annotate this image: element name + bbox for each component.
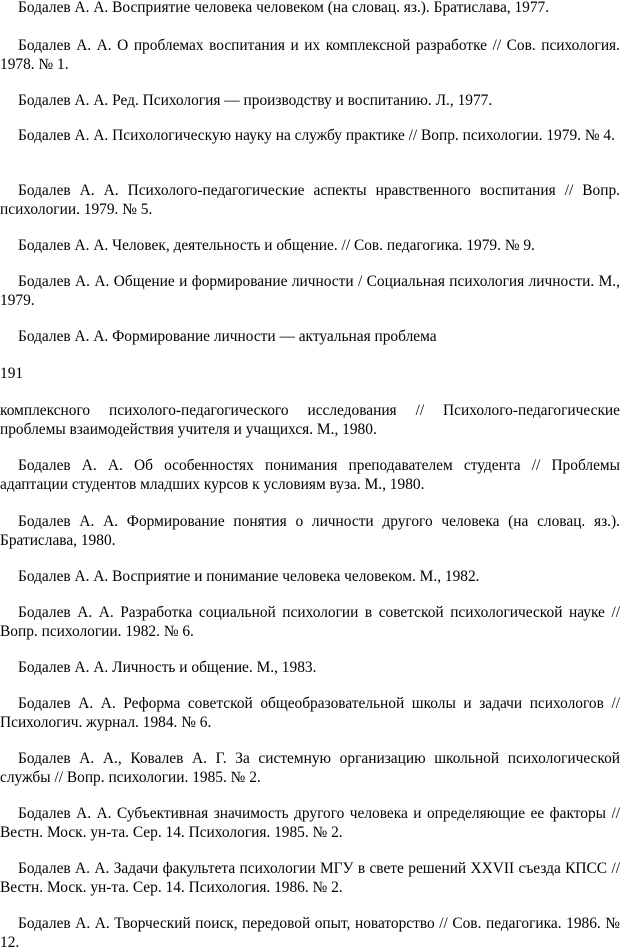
bibliography-entry: Бодалев А. А. Восприятие человека человеком (на словац. яз.). Братислава, 1977. <box>18 0 550 16</box>
bibliography-entry: Бодалев А. А. Формирование личности — актуальная проблема <box>18 328 437 345</box>
bibliography-entry: Бодалев А. А. Человек, деятельность и общение. // Сов. педагогика. 1979. № 9. <box>18 237 535 254</box>
bibliography-entry: Бодалев А. А. Задачи факультета психологии МГУ в свете решений XXVII съезда КПСС // Вестн. Моск. ун-та. Сер. 14. Психология. 1986. № 2. <box>0 860 620 896</box>
bibliography-entry: Бодалев А. А., Ковалев А. Г. За системную организацию школьной психологической службы // Вопр. психологии. 1985. № 2. <box>0 750 620 786</box>
bibliography-entry: Бодалев А. А. Об особенностях понимания преподавателем студента // Проблемы адаптации студентов младших курсов к условиям вуза. М., 1980. <box>0 457 620 493</box>
bibliography-entry: Бодалев А. А. Разработка социальной психологии в советской психологической науке // Вопр. психологии. 1982. № 6. <box>0 604 620 640</box>
bibliography-entry: Бодалев А. А. Психолого-педагогические аспекты нравственного воспитания // Вопр. психологии. 1979. № 5. <box>0 182 620 218</box>
bibliography-entry: Бодалев А. А. Ред. Психология — производству и воспитанию. Л., 1977. <box>18 92 493 109</box>
bibliography-entry-continuation: комплексного психолого-педагогического исследования // Психолого-педагогические проблемы взаимодействия учителя и учащихся. М., 1980. <box>0 402 620 438</box>
bibliography-entry: Бодалев А. А. О проблемах воспитания и их комплексной разработке // Сов. психология. 1978. № 1. <box>0 37 620 73</box>
bibliography-entry: Бодалев А. А. Личность и общение. М., 1983. <box>18 659 317 676</box>
bibliography-entry: Бодалев А. А. Психологическую науку на службу практике // Вопр. психологии. 1979. № 4. <box>18 127 615 144</box>
bibliography-entry: Бодалев А. А. Субъективная значимость другого человека и определяющие ее факторы // Вестн. Моск. ун-та. Сер. 14. Психология. 1985. № 2. <box>0 805 620 841</box>
bibliography-entry: Бодалев А. А. Формирование понятия о личности другого человека (на словац. яз.). Братислава, 1980. <box>0 513 620 549</box>
page-number: 191 <box>0 365 24 382</box>
bibliography-entry: Бодалев А. А. Реформа советской общеобразовательной школы и задачи психологов // Психологич. журнал. 1984. № 6. <box>0 695 620 731</box>
bibliography-entry: Бодалев А. А. Общение и формирование личности / Социальная психология личности. М., 1979. <box>0 273 620 309</box>
bibliography-entry: Бодалев А. А. Восприятие и понимание человека человеком. М., 1982. <box>18 568 480 585</box>
bibliography-entry: Бодалев А. А. Творческий поиск, передовой опыт, новаторство // Сов. педагогика. 1986. № 12. <box>0 915 620 951</box>
